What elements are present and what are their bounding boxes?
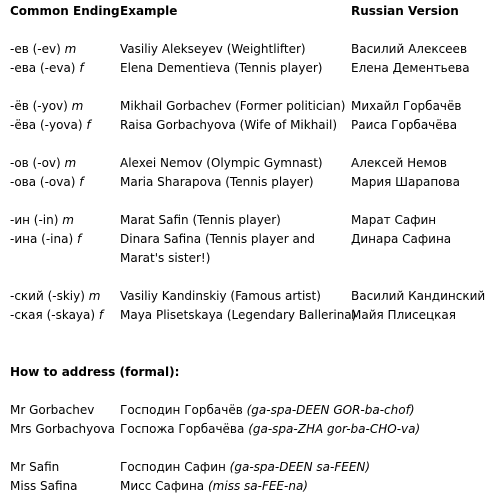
- ending-cell: [10, 99, 83, 114]
- gender-marker: m: [88, 289, 101, 303]
- example-cell: Vasiliy Alekseyev (Weightlifter): [120, 42, 306, 56]
- example-cell: Alexei Nemov (Olympic Gymnast): [120, 156, 323, 170]
- example-cell: Elena Dementieva (Tennis player): [120, 61, 323, 75]
- gender-marker: f: [76, 232, 82, 246]
- ending-text: -ев (-ev): [10, 42, 61, 56]
- ending-cell: [10, 213, 74, 228]
- ending-text: -ёв (-yov): [10, 99, 68, 113]
- russian-cell: Майя Плисецкая: [351, 308, 456, 322]
- russian-cell: Алексей Немов: [351, 156, 447, 170]
- russian-cell: Раиса Горбачёва: [351, 118, 458, 132]
- address-pronunciation: (ga-spa-DEEN GOR-ba-chof): [246, 403, 415, 417]
- russian-cell: Михайл Горбачёв: [351, 99, 462, 113]
- example-cell-continuation: Marat's sister!): [120, 251, 211, 265]
- header-russian-version: Russian Version: [351, 4, 459, 18]
- example-cell: Dinara Safina (Tennis player and: [120, 232, 316, 246]
- russian-cell: Динара Сафина: [351, 232, 452, 246]
- ending-cell: [10, 61, 84, 76]
- gender-marker: f: [98, 308, 104, 322]
- example-cell: Raisa Gorbachyova (Wife of Mikhail): [120, 118, 338, 132]
- ending-text: -ева (-eva): [10, 61, 76, 75]
- address-pronunciation: (ga-spa-ZHA gor-ba-CHO-va): [248, 422, 421, 436]
- address-english: Miss Safina: [10, 479, 78, 493]
- address-english: Mr Safin: [10, 460, 60, 474]
- address-russian: [120, 479, 308, 494]
- ending-cell: [10, 156, 76, 171]
- header-example: Example: [120, 4, 178, 18]
- address-russian: [120, 422, 420, 437]
- address-english: Mr Gorbachev: [10, 403, 95, 417]
- example-cell: Marat Safin (Tennis player): [120, 213, 281, 227]
- example-cell: Maria Sharapova (Tennis player): [120, 175, 314, 189]
- address-russian-text: Госпожа Горбачёва: [120, 422, 245, 436]
- gender-marker: m: [64, 156, 77, 170]
- address-pronunciation: (ga-spa-DEEN sa-FEEN): [229, 460, 371, 474]
- example-cell: Mikhail Gorbachev (Former politician): [120, 99, 346, 113]
- ending-cell: [10, 42, 76, 57]
- example-cell: Maya Plisetskaya (Legendary Ballerina): [120, 308, 357, 322]
- ending-text: -ский (-skiy): [10, 289, 85, 303]
- address-russian-text: Господин Горбачёв: [120, 403, 243, 417]
- ending-cell: [10, 232, 81, 247]
- ending-cell: [10, 289, 100, 304]
- address-russian-text: Мисс Сафина: [120, 479, 205, 493]
- ending-text: -ёва (-yova): [10, 118, 83, 132]
- example-cell: Vasiliy Kandinskiy (Famous artist): [120, 289, 321, 303]
- ending-text: -ина (-ina): [10, 232, 74, 246]
- gender-marker: f: [79, 61, 84, 75]
- gender-marker: m: [71, 99, 84, 113]
- gender-marker: f: [79, 175, 84, 189]
- ending-cell: [10, 308, 103, 323]
- russian-cell: Василий Кандинский: [351, 289, 486, 303]
- address-russian: [120, 403, 415, 418]
- address-pronunciation: (miss sa-FEE-na): [207, 479, 308, 493]
- russian-cell: Василий Алексеев: [351, 42, 468, 56]
- address-english: Mrs Gorbachyova: [10, 422, 115, 436]
- gender-marker: m: [64, 42, 77, 56]
- russian-cell: Елена Дементьева: [351, 61, 470, 75]
- address-section-title: How to address (formal):: [10, 365, 180, 379]
- ending-cell: [10, 118, 91, 133]
- address-russian-text: Господин Сафин: [120, 460, 226, 474]
- ending-text: -ова (-ova): [10, 175, 76, 189]
- gender-marker: m: [62, 213, 74, 227]
- header-common-ending: Common Ending: [10, 4, 120, 18]
- russian-cell: Марат Сафин: [351, 213, 437, 227]
- russian-cell: Мария Шарапова: [351, 175, 460, 189]
- ending-text: -ин (-in): [10, 213, 59, 227]
- ending-cell: [10, 175, 83, 190]
- ending-text: -ская (-skaya): [10, 308, 96, 322]
- address-russian: [120, 460, 370, 475]
- gender-marker: f: [86, 118, 91, 132]
- ending-text: -ов (-ov): [10, 156, 61, 170]
